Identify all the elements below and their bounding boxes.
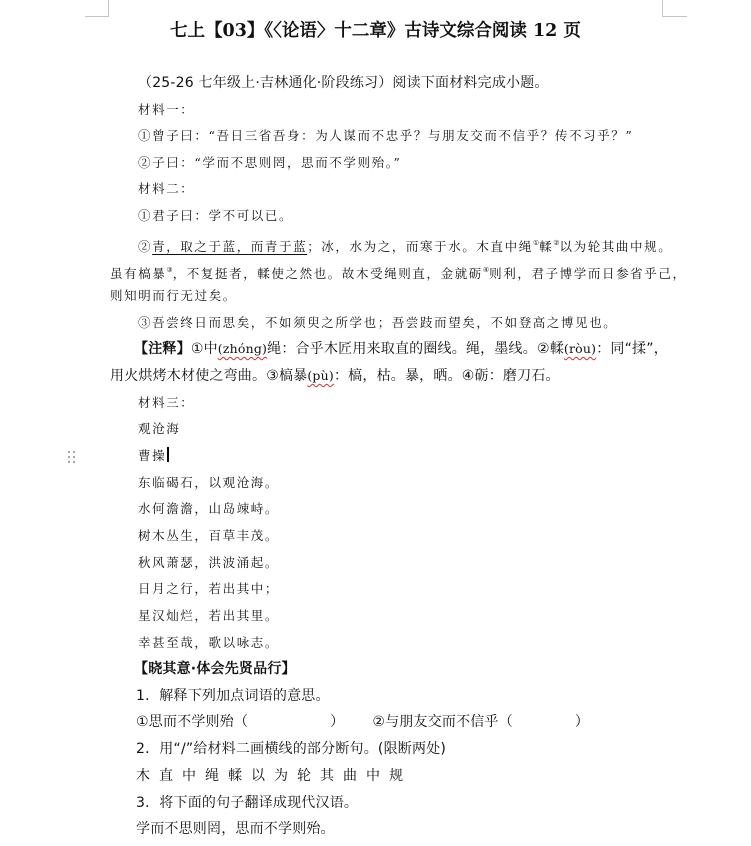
questions-section-title <box>134 660 296 678</box>
footnote-ref-1: ① <box>532 239 540 247</box>
q1-item-a: ①思而不学则殆（ <box>136 714 249 730</box>
question-3-text: 学而不思则罔，思而不学则殆。 <box>136 821 335 837</box>
text-cursor <box>167 447 169 462</box>
pinyin-rou: (ròu) <box>563 341 597 356</box>
close-paren: ） <box>330 714 345 730</box>
passage-text: 虽有槁暴 <box>110 266 167 281</box>
underlined-passage: 青，取之于蓝，而青于蓝 <box>152 239 308 254</box>
page-corner-mark-left <box>85 0 109 17</box>
passage-text: ；冰，水为之，而寒于水。木直中绳 <box>307 239 533 254</box>
question-2-text: 木直中绳輮以为轮其曲中规 <box>136 768 412 784</box>
passage-text: 以为轮其曲中规。 <box>559 239 673 254</box>
material2-item-1: ①君子曰：学不可以已。 <box>138 208 294 223</box>
note-text: ①中 <box>190 341 218 357</box>
poem-author[interactable] <box>138 447 169 465</box>
note-text: ：同“揉”， <box>596 341 668 357</box>
passage-text: 则利，君子博学而日参省乎己， <box>489 266 687 281</box>
poem-line: 日月之行，若出其中； <box>138 581 280 596</box>
notes-line-2 <box>110 367 560 385</box>
passage-text: ，不复挺者，輮使之然也。故木受绳则直，金就砺 <box>172 266 483 281</box>
material2-item-2-line-2 <box>110 261 687 283</box>
poem-line: 星汉灿烂，若出其里。 <box>138 608 280 623</box>
notes-line-1 <box>134 340 668 358</box>
footnote-ref-3: ③ <box>166 266 173 274</box>
material2-item-2-line-3: 则知明而行无过矣。 <box>110 288 237 303</box>
intro-text: （25-26 七年级上·吉林通化·阶段练习）阅读下面材料完成小题。 <box>138 75 549 91</box>
page-corner-mark-right <box>662 0 687 17</box>
question-1: 1．解释下列加点词语的意思。 <box>136 688 330 704</box>
note-text: ：槁，枯。暴，晒。④砺：磨刀石。 <box>333 368 560 384</box>
material2-heading: 材料二： <box>138 181 195 196</box>
material1-heading: 材料一： <box>138 102 195 117</box>
question-2: 2．用“/”给材料二画横线的部分断句。(限断两处) <box>136 741 447 757</box>
notes-label: 【注释】 <box>134 341 191 357</box>
poem-line: 秋风萧瑟，洪波涌起。 <box>138 555 280 570</box>
poem-line: 东临碣石，以观沧海。 <box>138 475 280 490</box>
item-number: ② <box>138 239 153 254</box>
close-paren: ） <box>574 714 590 730</box>
material3-heading: 材料三： <box>138 395 195 410</box>
note-text: 绳：合乎木匠用来取直的圈线。绳，墨线。②輮 <box>267 341 564 357</box>
question-3: 3．将下面的句子翻译成现代汉语。 <box>136 795 359 811</box>
question-1-items <box>136 713 589 731</box>
material1-item-1: ①曾子曰：“吾日三省吾身：为人谋而不忠乎？与朋友交而不信乎？传不习乎？” <box>138 128 634 143</box>
poem-title: 观沧海 <box>138 421 181 436</box>
footnote-ref-2: ② <box>553 239 560 247</box>
poem-line: 幸甚至哉，歌以咏志。 <box>138 635 280 650</box>
footnote-ref-4: ④ <box>482 266 490 274</box>
document-title: 七上【03】《〈论语〉十二章》古诗文综合阅读 12 页 <box>170 21 581 41</box>
material2-item-2-line-1 <box>138 234 672 256</box>
author-name: 曹操 <box>138 448 167 463</box>
passage-text: 輮 <box>539 239 554 254</box>
poem-line: 树木丛生，百草丰茂。 <box>138 528 280 543</box>
material1-item-2: ②子曰：“学而不思则罔，思而不学则殆。” <box>138 155 402 170</box>
material2-item-3: ③吾尝终日而思矣，不如须臾之所学也；吾尝跂而望矣，不如登高之博见也。 <box>138 315 618 330</box>
note-text: 用火烘烤木材使之弯曲。③槁暴 <box>110 368 308 384</box>
drag-handle-icon[interactable] <box>68 451 76 463</box>
pinyin-pu: (pù) <box>307 368 334 383</box>
q1-item-b: ②与朋友交而不信乎（ <box>372 714 513 730</box>
section-title-text: 【晓其意·体会先贤品行】 <box>134 661 296 677</box>
poem-line: 水何澹澹，山岛竦峙。 <box>138 501 280 516</box>
pinyin-zhong: (zhóng) <box>217 341 268 356</box>
